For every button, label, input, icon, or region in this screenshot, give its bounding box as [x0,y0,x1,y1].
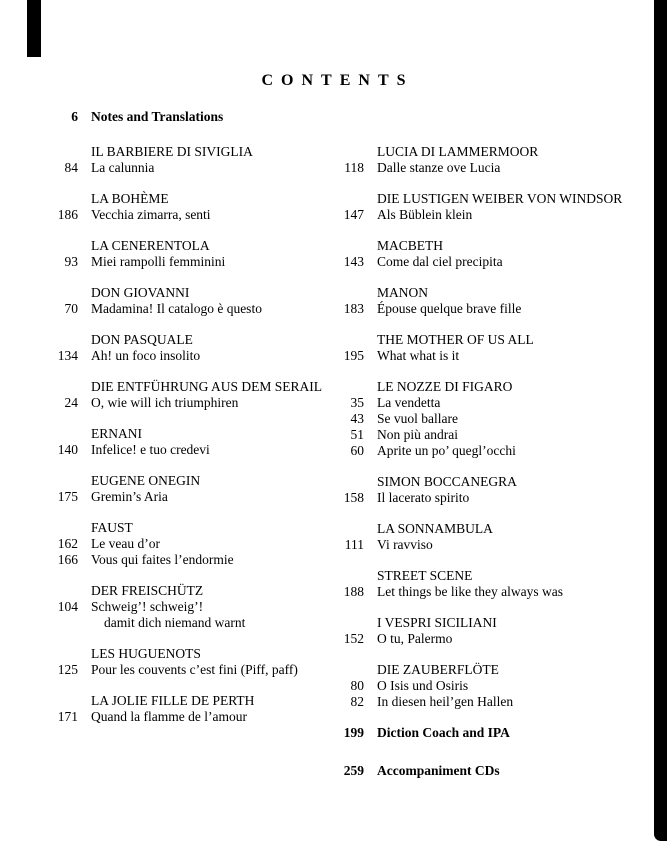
opera-page-gutter [330,662,364,678]
aria-page-number: 158 [343,490,364,505]
page-title: CONTENTS [261,72,414,89]
contents-column-left [44,144,330,740]
opera-title: DIE LUSTIGEN WEIBER VON WINDSOR [377,191,623,206]
opera-entry [44,426,330,458]
aria-page-number: 147 [343,207,364,222]
aria-title: Aprite un po’ quegl’occhi [377,443,516,458]
back-matter-page-number: 199 [343,725,364,740]
aria-row [44,489,330,505]
opera-title: LUCIA DI LAMMERMOOR [377,144,539,159]
opera-title: ERNANI [91,426,142,441]
opera-title-row [44,144,330,160]
opera-entry [44,191,330,223]
opera-entry [330,521,650,553]
opera-title: LA SONNAMBULA [377,521,493,536]
opera-entry [44,473,330,505]
aria-page-number: 134 [57,348,78,363]
aria-title: Gremin’s Aria [91,489,168,504]
aria-page-number: 118 [344,160,364,175]
aria-row [330,348,650,364]
aria-title: What what is it [377,348,460,363]
opera-title-row [330,285,650,301]
aria-title: Miei rampolli femminini [91,254,226,269]
opera-entry [44,332,330,364]
aria-page-number: 195 [343,348,364,363]
opera-title: DIE ENTFÜHRUNG AUS DEM SERAIL [91,379,323,394]
opera-title: MACBETH [377,238,444,253]
aria-row [44,160,330,176]
aria-row [330,395,650,411]
opera-page-gutter [44,144,78,160]
opera-entry [330,285,650,317]
aria-title: Il lacerato spirito [377,490,470,505]
opera-title-row [330,379,650,395]
opera-page-gutter [330,332,364,348]
opera-title-row [330,332,650,348]
aria-title: Non più andrai [377,427,458,442]
opera-entry [44,285,330,317]
opera-page-gutter [44,473,78,489]
aria-page-gutter [44,615,78,631]
opera-entry [330,568,650,600]
opera-page-gutter [44,332,78,348]
aria-title: Vous qui faites l’endormie [91,552,234,567]
aria-page-number: 35 [350,395,364,410]
aria-title: Pour les couvents c’est fini (Piff, paff) [91,662,298,677]
contents-columns [44,144,650,779]
opera-title-row [330,144,650,160]
aria-title: O tu, Palermo [377,631,453,646]
aria-page-number: 140 [57,442,78,457]
aria-page-number: 24 [64,395,78,410]
aria-page-number: 43 [350,411,364,426]
opera-title: SIMON BOCCANEGRA [377,474,517,489]
aria-title: O Isis und Osiris [377,678,469,693]
aria-title: O, wie will ich triumphiren [91,395,239,410]
opera-page-gutter [44,426,78,442]
aria-row [44,536,330,552]
opera-title-row [44,238,330,254]
opera-page-gutter [44,646,78,662]
opera-title-row [44,379,330,395]
back-matter-entry [330,763,650,779]
opera-page-gutter [330,379,364,395]
aria-title-continuation: damit dich niemand warnt [104,615,246,630]
aria-page-number: 166 [57,552,78,567]
opera-entry [44,238,330,270]
aria-page-number: 186 [57,207,78,222]
scan-mark-top-left [27,0,41,57]
opera-page-gutter [330,474,364,490]
aria-row [330,443,650,459]
aria-title: Infelice! e tuo credevi [91,442,210,457]
aria-page-number: 82 [350,694,364,709]
front-matter-label: Notes and Translations [91,109,224,124]
opera-title-row [44,646,330,662]
opera-page-gutter [330,191,364,207]
opera-title: DON PASQUALE [91,332,193,347]
opera-title-row [44,693,330,709]
back-matter-entry [330,725,650,741]
aria-row [44,395,330,411]
opera-title: LA BOHÈME [91,191,169,206]
opera-title: DON GIOVANNI [91,285,190,300]
aria-row [330,160,650,176]
opera-entry [44,379,330,411]
opera-page-gutter [330,521,364,537]
contents-column-right-entries [330,144,650,710]
aria-row [44,442,330,458]
opera-title-row [330,568,650,584]
aria-row [330,254,650,270]
aria-row [330,694,650,710]
aria-title: Se vuol ballare [377,411,458,426]
aria-page-number: 84 [64,160,78,175]
aria-page-number: 188 [343,584,364,599]
opera-entry [44,144,330,176]
opera-title: DIE ZAUBERFLÖTE [377,662,499,677]
front-matter-page-number: 6 [71,109,78,124]
aria-page-number: 183 [343,301,364,316]
opera-title: DER FREISCHÜTZ [91,583,204,598]
opera-title: THE MOTHER OF US ALL [377,332,534,347]
opera-title-row [44,473,330,489]
aria-page-number: 111 [344,537,364,552]
aria-row [330,490,650,506]
opera-page-gutter [44,583,78,599]
aria-row [330,584,650,600]
opera-entry [330,238,650,270]
opera-entry [44,646,330,678]
opera-title: LA CENERENTOLA [91,238,210,253]
aria-title: Épouse quelque brave fille [377,301,522,316]
aria-row [330,631,650,647]
aria-page-number: 104 [57,599,78,614]
opera-entry [44,583,330,631]
opera-entry [330,474,650,506]
opera-page-gutter [44,238,78,254]
aria-row [330,207,650,223]
back-matter-label: Accompaniment CDs [377,763,500,778]
aria-row [44,301,330,317]
opera-title-row [44,332,330,348]
opera-title-row [330,662,650,678]
aria-page-number: 125 [57,662,78,677]
opera-page-gutter [44,520,78,536]
scan-edge-right [654,0,667,841]
aria-row [330,678,650,694]
opera-title: STREET SCENE [377,568,473,583]
aria-title: Dalle stanze ove Lucia [377,160,501,175]
aria-title: La calunnia [91,160,155,175]
opera-page-gutter [44,285,78,301]
opera-page-gutter [330,144,364,160]
aria-row [44,552,330,568]
aria-page-number: 143 [343,254,364,269]
aria-page-number: 51 [350,427,364,442]
aria-page-number: 152 [343,631,364,646]
aria-title: La vendetta [377,395,441,410]
opera-entry [330,332,650,364]
aria-title: Als Büblein klein [377,207,473,222]
opera-page-gutter [330,238,364,254]
aria-title: Vecchia zimarra, senti [91,207,211,222]
opera-entry [330,662,650,710]
aria-title: Come dal ciel precipita [377,254,503,269]
front-matter-entry [44,109,223,125]
opera-page-gutter [44,693,78,709]
back-matter-label: Diction Coach and IPA [377,725,510,740]
aria-row-continuation [44,615,330,631]
opera-title-row [44,426,330,442]
opera-title: MANON [377,285,429,300]
aria-title: Madamina! Il catalogo è questo [91,301,262,316]
aria-page-number: 162 [57,536,78,551]
opera-entry [44,693,330,725]
aria-page-number: 60 [350,443,364,458]
aria-title: Le veau d’or [91,536,160,551]
aria-row [44,599,330,615]
opera-page-gutter [330,568,364,584]
opera-title-row [44,285,330,301]
opera-title-row [330,191,650,207]
opera-title-row [44,520,330,536]
aria-title: Let things be like they always was [377,584,563,599]
aria-row [44,254,330,270]
opera-title: EUGENE ONEGIN [91,473,201,488]
opera-title-row [330,474,650,490]
opera-title-row [330,521,650,537]
aria-page-number: 93 [64,254,78,269]
opera-page-gutter [44,379,78,395]
aria-row [330,301,650,317]
aria-row [44,348,330,364]
aria-page-number: 171 [57,709,78,724]
opera-title: IL BARBIERE DI SIVIGLIA [91,144,253,159]
aria-row [44,662,330,678]
aria-row [44,709,330,725]
aria-row [330,411,650,427]
opera-page-gutter [330,615,364,631]
aria-page-number: 175 [57,489,78,504]
aria-row [330,537,650,553]
opera-title: I VESPRI SICILIANI [377,615,497,630]
opera-entry [44,520,330,568]
opera-title: LA JOLIE FILLE DE PERTH [91,693,255,708]
opera-entry [330,191,650,223]
aria-title: Quand la flamme de l’amour [91,709,247,724]
opera-entry [330,144,650,176]
opera-page-gutter [44,191,78,207]
aria-title: Ah! un foco insolito [91,348,201,363]
contents-column-right [330,144,650,779]
aria-title: Schweig’! schweig’! [91,599,204,614]
aria-row [44,207,330,223]
aria-title: In diesen heil’gen Hallen [377,694,514,709]
aria-page-number: 70 [64,301,78,316]
opera-title-row [330,615,650,631]
opera-entry [330,379,650,459]
aria-row [330,427,650,443]
opera-entry [330,615,650,647]
opera-page-gutter [330,285,364,301]
opera-title-row [44,583,330,599]
back-matter-page-number: 259 [343,763,364,778]
opera-title: FAUST [91,520,133,535]
aria-page-number: 80 [350,678,364,693]
opera-title: LE NOZZE DI FIGARO [377,379,513,394]
aria-title: Vi ravviso [377,537,433,552]
opera-title-row [330,238,650,254]
opera-title: LES HUGUENOTS [91,646,201,661]
opera-title-row [44,191,330,207]
